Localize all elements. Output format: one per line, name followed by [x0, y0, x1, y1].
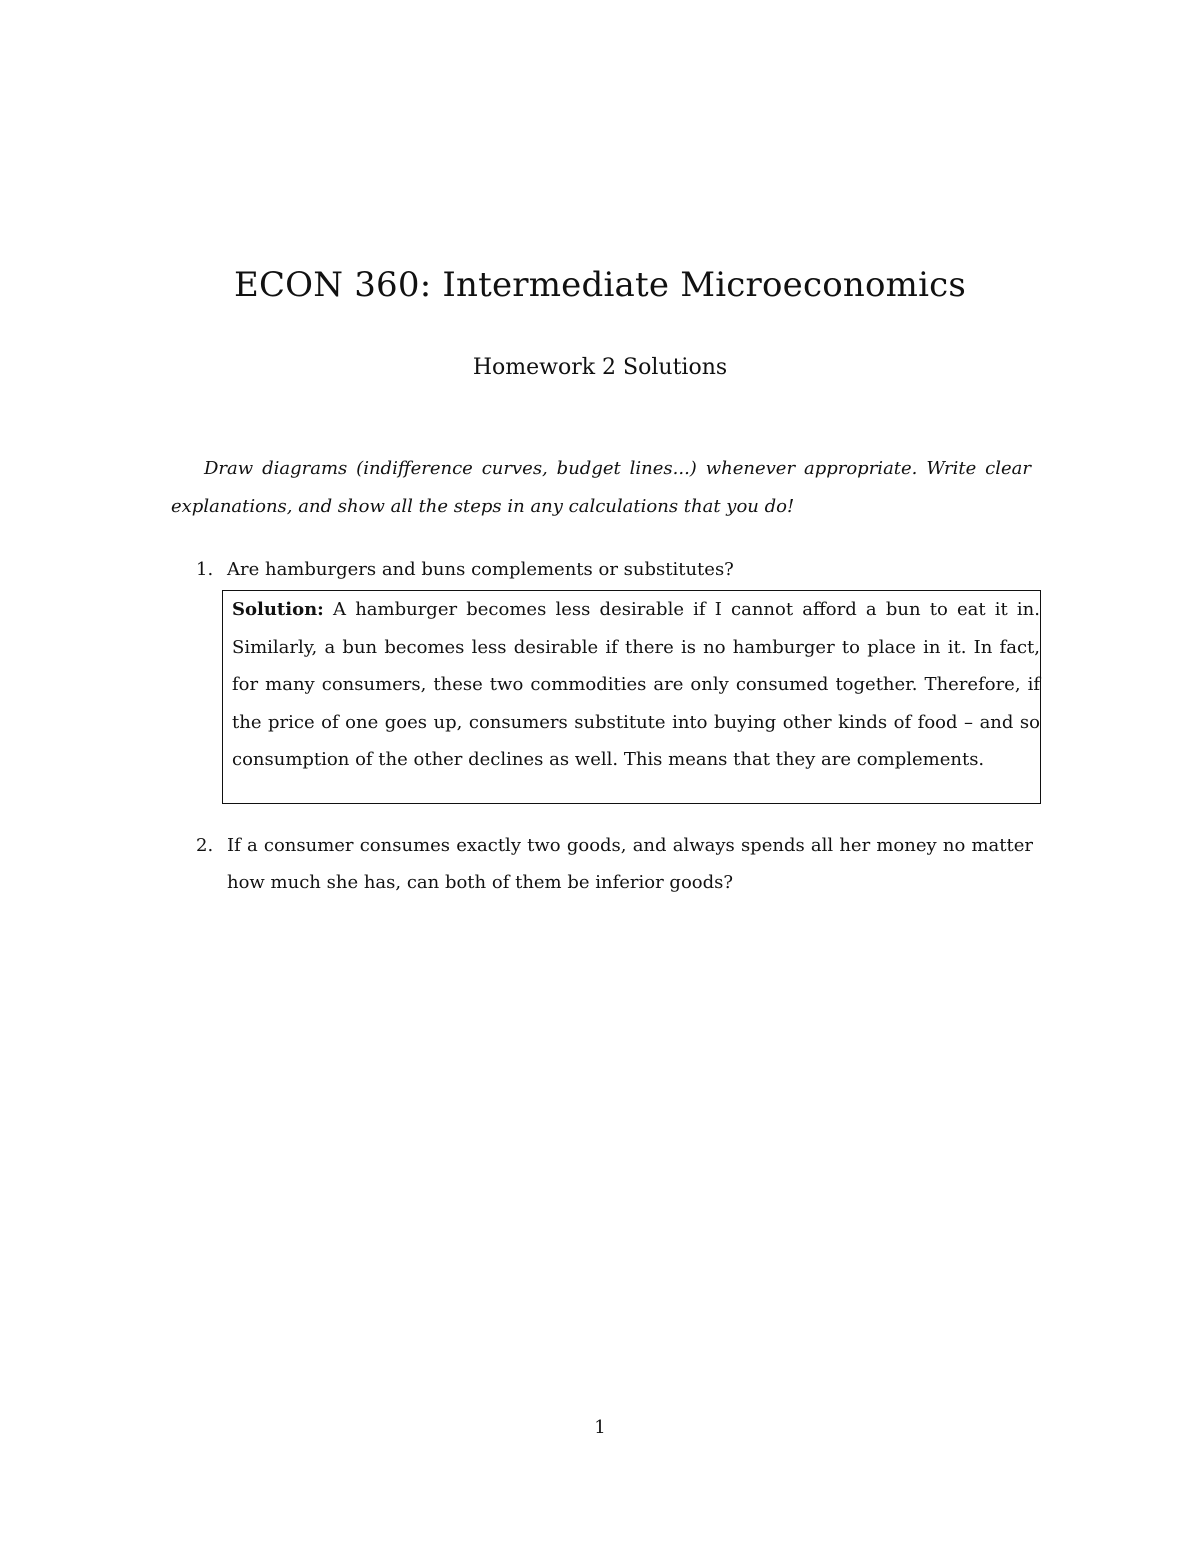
question-text: If a consumer consumes exactly two goods, and always spends all her money no matter how much she has, can both of them be inferior goods?: [227, 835, 1033, 893]
page-number: 1: [594, 1417, 606, 1438]
solution-label: Solution:: [232, 599, 324, 620]
instructions-paragraph: Draw diagrams (indifference curves, budget lines...) whenever appropriate. Write clear explanations, and show all the steps in any calculations that you do!: [171, 458, 1031, 517]
solution-box: [222, 590, 1041, 804]
question-number: 2.: [196, 835, 214, 856]
document-title: ECON 360: Intermediate Microeconomics: [233, 265, 967, 305]
document-subtitle: Homework 2 Solutions: [472, 355, 728, 380]
solution-text: A hamburger becomes less desirable if I cannot afford a bun to eat it in. Similarly, a bun becomes less desirable if there is no hamburger to place in it. In fact, for many consumers, these two commodities are only consumed together. Therefore, if the price of one goes up, consumers substitute into buying other kinds of food – and so consumption of the other declines as well. This means that they are complements.: [232, 599, 1040, 770]
question-number: 1.: [196, 559, 214, 580]
question-text: Are hamburgers and buns complements or substitutes?: [227, 559, 734, 580]
